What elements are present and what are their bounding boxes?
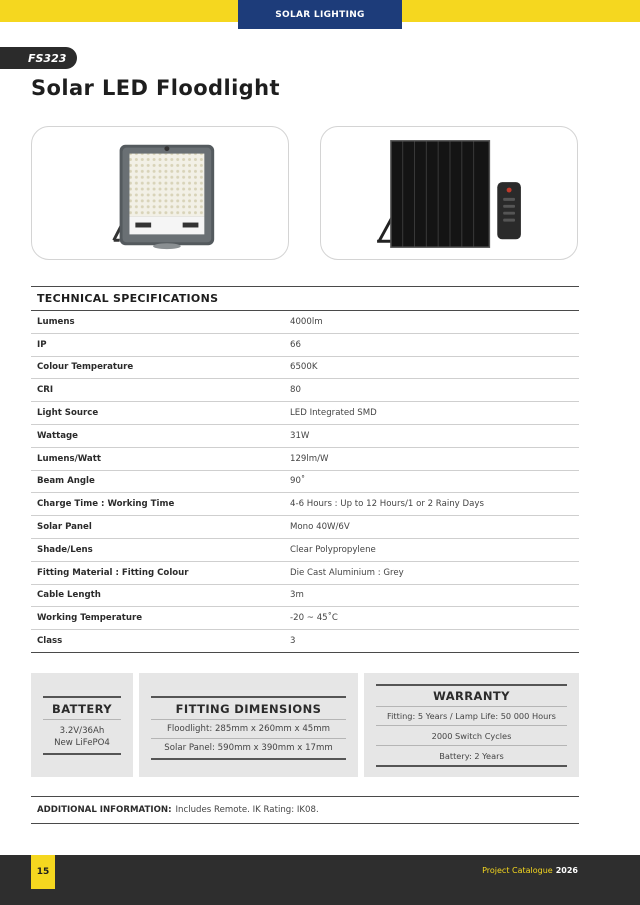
spec-value: 3m [290,590,304,601]
spec-row [31,448,579,471]
footer [0,855,640,905]
additional-information [31,796,579,824]
spec-label: Beam Angle [37,476,95,487]
spec-value: 90˚ [290,476,306,487]
spec-row [31,562,579,585]
spec-row [31,334,579,357]
spec-label: Charge Time : Working Time [37,499,175,510]
divider [376,745,567,746]
spec-label: Lumens [37,316,75,327]
spec-label: Working Temperature [37,613,143,624]
floodlight-photo-card [31,126,289,260]
spec-value: -20 ~ 45˚C [290,613,338,624]
warranty-battery: Battery: 2 Years [439,751,504,761]
warranty-switch-cycles: 2000 Switch Cycles [431,731,512,741]
divider [376,725,567,726]
fitting-dimensions-title: FITTING DIMENSIONS [175,702,322,716]
spec-value: 4-6 Hours : Up to 12 Hours/1 or 2 Rainy Days [290,499,484,510]
spec-row [31,607,579,630]
floodlight-dimensions: Floodlight: 285mm x 260mm x 45mm [166,724,331,734]
spec-row [31,585,579,608]
divider [151,758,346,760]
solar-panel-dimensions: Solar Panel: 590mm x 390mm x 17mm [164,743,333,753]
divider [43,719,121,720]
divider [43,753,121,755]
spec-value: 31W [290,430,310,441]
divider [376,765,567,767]
spec-label: IP [37,339,47,350]
spec-row [31,357,579,380]
spec-value: 6500K [290,362,318,373]
battery-box [31,673,133,777]
spec-label: Lumens/Watt [37,453,101,464]
spec-row [31,493,579,516]
fitting-dimensions-box [139,673,358,777]
divider [376,684,567,686]
spec-value: 3 [290,636,296,647]
divider [43,696,121,698]
spec-value: 80 [290,385,301,396]
category-tab: SOLAR LIGHTING [238,0,402,29]
divider [151,696,346,698]
catalogue-year: 2026 [555,866,578,875]
additional-information-text: Includes Remote. IK Rating: IK08. [175,805,319,815]
product-code-badge: FS323 [0,47,77,69]
divider [376,706,567,707]
spec-label: CRI [37,385,54,396]
divider [151,738,346,739]
spec-label: Cable Length [37,590,101,601]
solar-panel-image [321,127,577,259]
spec-row [31,516,579,539]
spec-value: 66 [290,339,301,350]
spec-label: Class [37,636,63,647]
spec-value: Clear Polypropylene [290,544,376,555]
spec-value: 129lm/W [290,453,329,464]
spec-row [31,402,579,425]
spec-label: Shade/Lens [37,544,93,555]
spec-value: Die Cast Aluminium : Grey [290,567,404,578]
floodlight-image [32,127,288,259]
spec-row [31,539,579,562]
solar-panel-photo-card [320,126,578,260]
warranty-fitting: Fitting: 5 Years / Lamp Life: 50 000 Hours [387,711,556,721]
spec-value: Mono 40W/6V [290,522,350,533]
spec-label: Wattage [37,430,78,441]
spec-row [31,379,579,402]
catalogue-label [482,866,578,875]
spec-row [31,630,579,653]
spec-value: LED Integrated SMD [290,408,377,419]
spec-row [31,311,579,334]
battery-capacity: 3.2V/36Ah [59,726,105,736]
technical-specifications-table [31,286,579,653]
spec-value: 4000lm [290,316,323,327]
warranty-title: WARRANTY [433,689,510,703]
spec-label: Light Source [37,408,99,419]
battery-type: New LiFePO4 [54,738,110,748]
page-title: Solar LED Floodlight [31,76,280,100]
spec-label: Fitting Material : Fitting Colour [37,567,189,578]
spec-label: Colour Temperature [37,362,134,373]
battery-title: BATTERY [52,702,112,716]
catalogue-name: Project Catalogue [482,866,553,875]
divider [151,719,346,720]
additional-information-label: ADDITIONAL INFORMATION: [37,805,172,815]
page-number: 15 [31,855,55,889]
spec-row [31,471,579,494]
specs-heading: TECHNICAL SPECIFICATIONS [31,286,579,311]
spec-row [31,425,579,448]
warranty-box [364,673,579,777]
spec-label: Solar Panel [37,522,92,533]
